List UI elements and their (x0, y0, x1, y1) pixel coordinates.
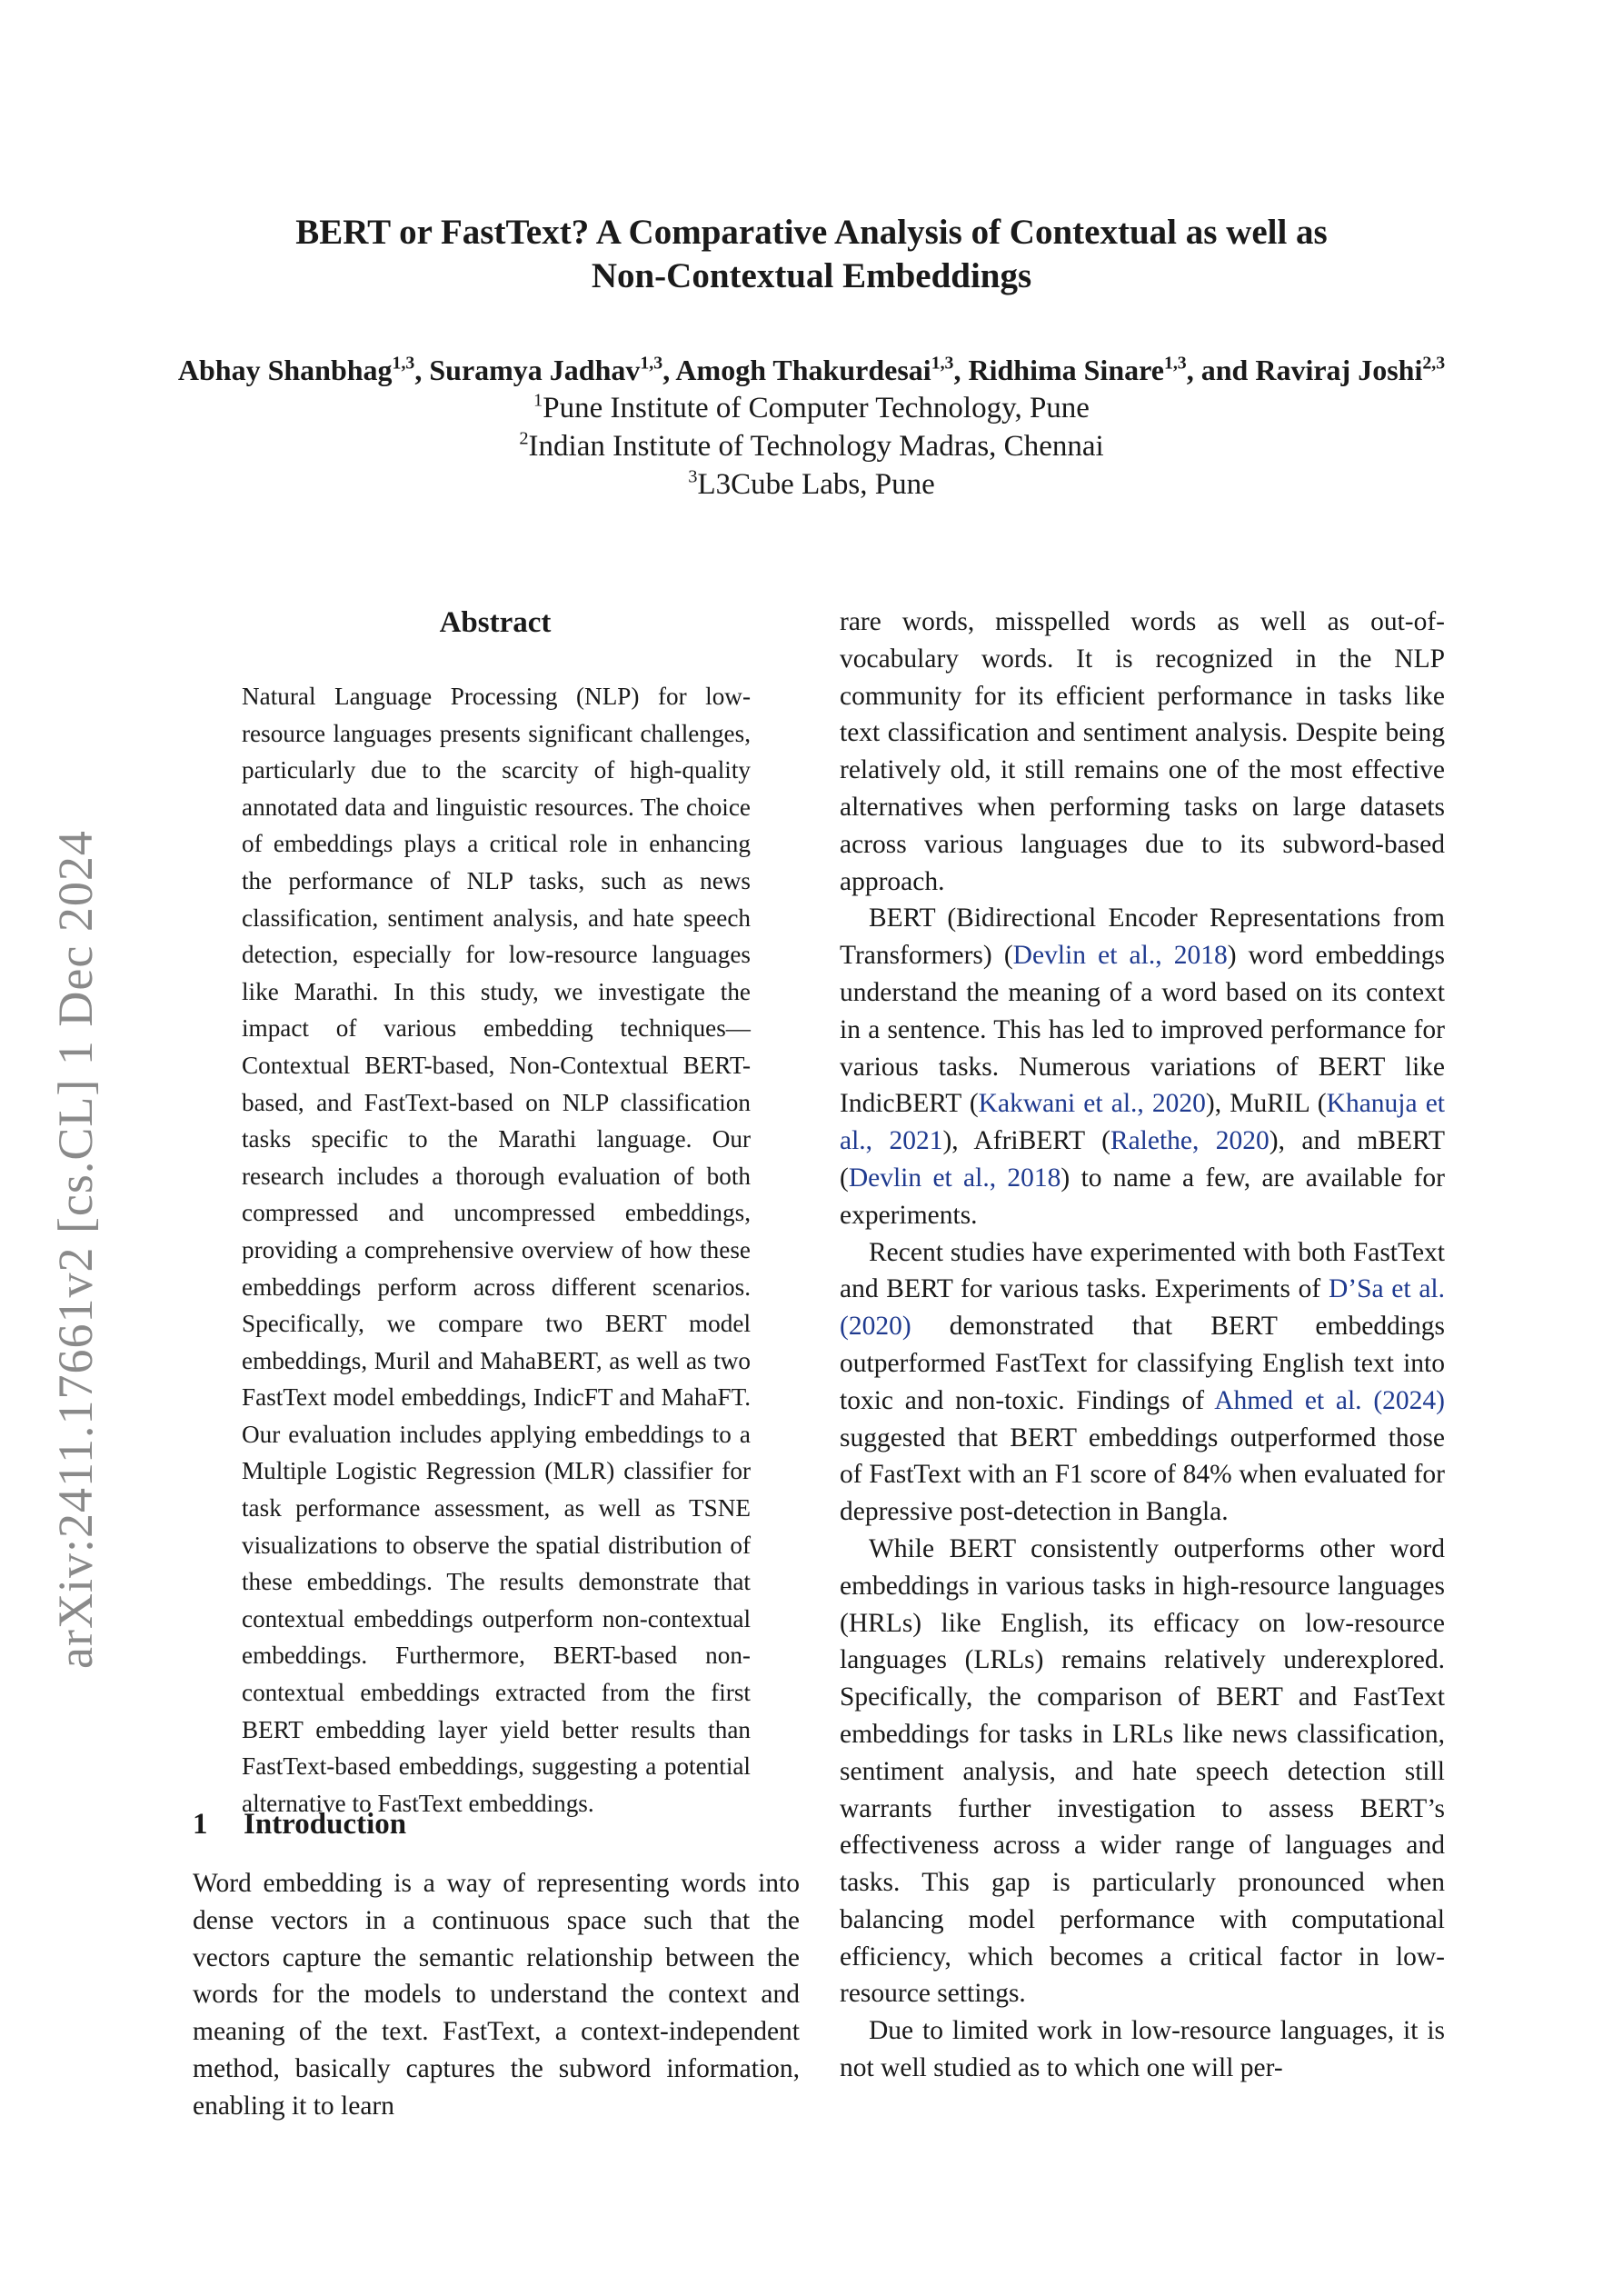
affiliation-mark: 1 (533, 390, 543, 411)
abstract-body (242, 678, 751, 1822)
body-paragraph-2 (840, 900, 1445, 1233)
author-separator: , (414, 354, 430, 386)
abstract-text: Natural Language Processing (NLP) for low-resource languages presents significant challenges, particularly due to the scarcity of high-quality annotated data and linguistic resources. The choice of embeddings plays a critical role in enhancing the performance of NLP tasks, such as news classification, sentiment analysis, and hate speech detection, especially for low-resource languages like Marathi. In this study, we investigate the impact of various embedding techniques—Contextual BERT-based, Non-Contextual BERT-based, and FastText-based on NLP classification tasks specific to the Marathi language. Our research includes a thorough evaluation of both compressed and uncompressed embeddings, providing a comprehensive overview of how these embeddings perform across different scenarios. Specifically, we compare two BERT model embeddings, Muril and MahaBERT, as well as two FastText model embeddings, IndicFT and MahaFT. Our evaluation includes applying embeddings to a Multiple Logistic Regression (MLR) classifier for task performance assessment, as well as TSNE visualizations to observe the spatial distribution of these embeddings. The results demonstrate that contextual embeddings outperform non-contextual embeddings. Furthermore, BERT-based non-contextual embeddings extracted from the first BERT embedding layer yield better results than FastText-based embeddings, suggesting a potential alternative to FastText embeddings. (242, 683, 751, 1817)
paragraph-text: suggested that BERT embeddings outperformed those of FastText with an F1 score of 84% when evaluated for depressive post-detection in Bangla. (840, 1423, 1445, 1527)
author-name: Amogh Thakurdesai (675, 354, 931, 386)
body-paragraph-1: rare words, misspelled words as well as out-of-vocabulary words. It is recognized in the NLP community for its efficient performance in tasks like text classification and sentiment analysis. Despite being relatively old, it still remains one of the most effective alternatives when performing tasks on large datasets across various languages due to its subword-based approach. (840, 607, 1445, 896)
author-affiliation-mark: 1,3 (1163, 353, 1187, 374)
affiliation (118, 389, 1505, 427)
citation-link[interactable]: Devlin et al., 2018 (1012, 941, 1228, 971)
author-name: Suramya Jadhav (429, 354, 641, 386)
affiliation-text: Pune Institute of Computer Technology, Pune (543, 392, 1090, 424)
paragraph-text: ) to name a few, are available for experiments. (840, 1163, 1445, 1230)
citation-link[interactable]: Khanuja et al., 2021 (840, 1089, 1446, 1156)
paragraph-text: ), MuRIL ( (1205, 1089, 1327, 1119)
paper-title-line-2: Non-Contextual Embeddings (591, 256, 1032, 295)
arxiv-identifier-stamp: arXiv:2411.17661v2 [cs.CL] 1 Dec 2024 (48, 830, 103, 1669)
citation-link[interactable]: Devlin et al., 2018 (848, 1163, 1061, 1193)
author-name: Abhay Shanbhag (177, 354, 393, 386)
paper-title (118, 211, 1505, 298)
author-affiliation-mark: 1,3 (931, 353, 954, 374)
section-number: 1 (193, 1808, 208, 1841)
body-paragraph-3 (840, 1234, 1445, 1531)
paragraph-text: ) word embeddings understand the meaning of a word based on its context in a sentence. This has led to improved performance for various tasks. Numerous variations of BERT like IndicBERT ( (840, 941, 1446, 1119)
paper-title-line-1: BERT or FastText? A Comparative Analysis of Contextual as well as (295, 213, 1328, 252)
left-column-body (193, 1865, 800, 2125)
body-paragraph-4: While BERT consistently outperforms other word embeddings in various tasks in high-resource languages (HRLs) like English, its efficacy on low-resource languages (LRLs) remains relatively underexplored. Specifically, the comparison of BERT and FastText embeddings for tasks in LRLs like news classification, sentiment analysis, and hate speech detection still warrants further investigation to assess BERT’s effectiveness across a wider range of languages and tasks. This gap is particularly pronounced when balancing model performance with computational efficiency, which becomes a critical factor in low-resource settings. (840, 1533, 1445, 2009)
author-list (55, 351, 1568, 389)
affiliation-mark: 2 (519, 428, 529, 449)
author-separator: , and (1186, 354, 1256, 386)
citation-link[interactable]: D’Sa et al. (2020) (840, 1274, 1445, 1342)
introduction-paragraph-1: Word embedding is a way of representing words into dense vectors in a continuous space such that the vectors capture the semantic relationship between the words for the models to understand the context and meaning of the text. FastText, a context-independent method, basically captures the subword information, enabling it to learn (193, 1869, 800, 2121)
paragraph-text: Recent studies have experimented with both FastText and BERT for various tasks. Experiments of (840, 1237, 1445, 1304)
affiliation-text: L3Cube Labs, Pune (697, 468, 935, 501)
section-heading-introduction (193, 1805, 829, 1843)
paragraph-text: demonstrated that BERT embeddings outperformed FastText for classifying English text into toxic and non-toxic. Findings of (840, 1312, 1445, 1415)
affiliation-list (118, 389, 1505, 504)
section-title: Introduction (244, 1808, 407, 1841)
body-paragraph-5: Due to limited work in low-resource languages, it is not well studied as to which one will per- (840, 2016, 1445, 2083)
citation-link[interactable]: Ralethe, 2020 (1110, 1126, 1270, 1156)
citation-link[interactable]: Ahmed et al. (2024) (1214, 1385, 1445, 1415)
author-affiliation-mark: 1,3 (392, 353, 415, 374)
paragraph-text: ), and mBERT ( (840, 1126, 1445, 1193)
paragraph-text: BERT (Bidirectional Encoder Representations from Transformers) ( (840, 903, 1445, 971)
affiliation (118, 465, 1505, 504)
paragraph-text: ), AfriBERT ( (942, 1126, 1110, 1156)
affiliation-text: Indian Institute of Technology Madras, Chennai (528, 430, 1104, 463)
affiliation (118, 427, 1505, 465)
author-separator: , (662, 354, 676, 386)
abstract-heading: Abstract (439, 606, 552, 639)
affiliation-mark: 3 (688, 466, 698, 487)
author-affiliation-mark: 1,3 (640, 353, 663, 374)
author-name: Raviraj Joshi (1255, 354, 1423, 386)
right-column-body (840, 604, 1445, 2087)
citation-link[interactable]: Kakwani et al., 2020 (978, 1089, 1206, 1119)
author-affiliation-mark: 2,3 (1422, 353, 1446, 374)
author-separator: , (953, 354, 969, 386)
author-name: Ridhima Sinare (968, 354, 1164, 386)
